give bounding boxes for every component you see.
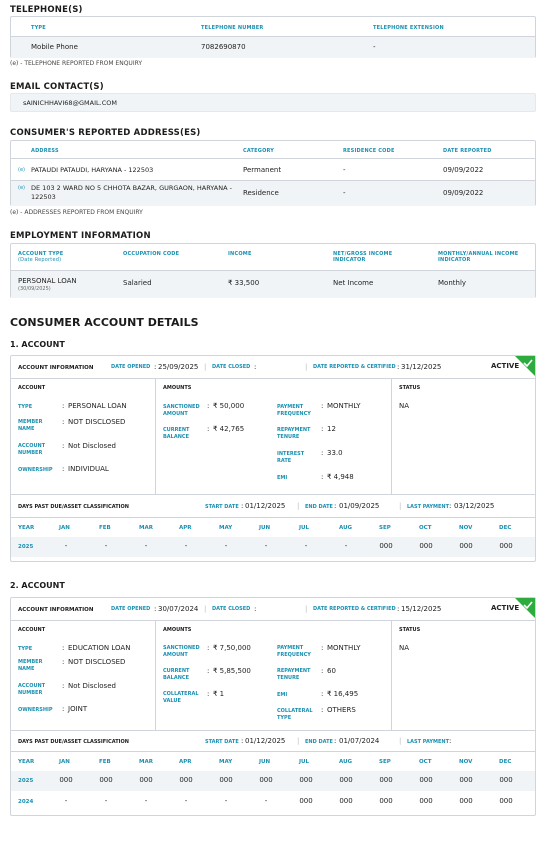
dpd-value: 000	[339, 797, 353, 805]
dpd-month-header: MAY	[219, 759, 233, 765]
type-value: PERSONAL LOAN	[68, 402, 127, 410]
dpd-grid	[11, 751, 535, 816]
repayment-tenure-label: REPAYMENT TENURE	[277, 668, 311, 681]
col-header: NET/GROSS INCOME	[333, 251, 393, 257]
date-reported-label: DATE REPORTED & CERTIFIED	[313, 606, 396, 612]
dpd-month-header: YEAR	[18, 525, 35, 531]
member-name-value: NOT DISCLOSED	[68, 658, 126, 666]
employment-net-gross: Net Income	[333, 279, 374, 287]
collateral-type-label: COLLATERAL TYPE	[277, 708, 313, 721]
dpd-value: -	[64, 542, 68, 550]
start-date-label: START DATE	[205, 504, 239, 510]
account-info-label: ACCOUNT INFORMATION	[18, 365, 94, 371]
employment-occupation: Salaried	[123, 279, 152, 287]
address-date: 09/09/2022	[443, 189, 484, 197]
dpd-value: -	[304, 542, 308, 550]
email-value: sAINICHHAVI68@GMAIL.COM	[23, 99, 117, 107]
dpd-value: 000	[179, 776, 193, 784]
dpd-value: -	[224, 797, 228, 805]
telephones-title: TELEPHONE(S)	[10, 5, 83, 15]
dpd-month-header: JAN	[59, 759, 70, 765]
dpd-row	[11, 792, 535, 812]
dpd-value: 000	[419, 797, 433, 805]
last-payment-value: 03/12/2025	[454, 502, 495, 510]
address-residence-code: -	[343, 189, 346, 197]
account-number-value: Not Disclosed	[68, 682, 116, 690]
dpd-month-header: JUL	[299, 525, 310, 531]
employment-date-reported: (30/09/2025)	[18, 286, 51, 292]
payment-frequency-value: MONTHLY	[327, 644, 361, 652]
col-header-sub: (Date Reported)	[18, 257, 62, 263]
dpd-month-header: MAR	[139, 759, 153, 765]
account-info-label: ACCOUNT INFORMATION	[18, 607, 94, 613]
account-number-value: Not Disclosed	[68, 442, 116, 450]
dpd-value: -	[104, 542, 108, 550]
email-box	[10, 93, 536, 112]
dpd-value: -	[64, 797, 68, 805]
phone-type: Mobile Phone	[31, 43, 78, 51]
last-payment-label: LAST PAYMENT	[407, 504, 450, 510]
amounts-label: AMOUNTS	[163, 627, 192, 633]
employment-income: ₹ 33,500	[228, 279, 260, 287]
dpd-value: 000	[379, 797, 393, 805]
account-card: ACCOUNT INFORMATION DATE OPENED : 30/07/2024 | DATE CLOSED : | DATE REPORTED & CERTIFIED : 15/12/2025 ACTIVE ACCOUNT AMOUNTS STATUS TYPE : EDUCATION LOAN MEMBER NAME : NOT DISCLOSED ACCOUNT NUMBER : Not Disclosed OWNERSHIP : JOINT SANCTIONED AMOUNT : ₹ 7,50,000 CURRENT BALANCE : ₹ 5,85,500 COLLATERAL VALUE : ₹ 1 PAYMENT FREQUENCY : MONTHLY REPAYMENT TENURE : 60 EMI : ₹ 16,495 COLLATERAL TYPE : OTHERS NA DAYS PAST DUE/ASSET CLASSIFICATION START DATE : 01/12/2025 | END DATE : 01/07/2024 | LAST PAYMENT : YEAR JAN FEB MAR APR MAY JUN JUL AUG SEP OCT NOV DEC 2025 000 000 000 000 000 000 000 000 000 000 000 000 2024 - - - - - - 000 000 000 000 000 000	[10, 597, 536, 816]
amounts-label: AMOUNTS	[163, 385, 192, 391]
dpd-value: 000	[299, 776, 313, 784]
date-reported-value: 15/12/2025	[401, 605, 442, 613]
member-name-value: NOT DISCLOSED	[68, 418, 126, 426]
status-value: NA	[399, 402, 410, 410]
emi-value: ₹ 16,495	[327, 690, 359, 698]
current-balance-label: CURRENT BALANCE	[163, 668, 190, 681]
dpd-value: 000	[259, 776, 273, 784]
dpd-month-header: AUG	[339, 759, 353, 765]
dpd-month-header: APR	[179, 525, 192, 531]
date-opened-label: DATE OPENED	[111, 364, 151, 370]
dpd-month-header: DEC	[499, 759, 512, 765]
dpd-value: -	[144, 797, 148, 805]
employment-title: EMPLOYMENT INFORMATION	[10, 231, 151, 241]
col-header-sub: INDICATOR	[333, 257, 366, 263]
addresses-header	[11, 141, 535, 159]
dpd-label: DAYS PAST DUE/ASSET CLASSIFICATION	[18, 504, 129, 510]
col-header: ADDRESS	[31, 148, 59, 154]
col-header: TYPE	[31, 25, 46, 31]
table-row	[11, 271, 535, 298]
dpd-value: 000	[59, 776, 73, 784]
date-opened-value: 30/07/2024	[158, 605, 199, 613]
dpd-year: 2025	[18, 544, 34, 550]
sanctioned-amount-value: ₹ 7,50,000	[213, 644, 251, 652]
collateral-value-value: ₹ 1	[213, 690, 225, 698]
dpd-value: 000	[299, 797, 313, 805]
interest-rate-label: INTEREST RATE	[277, 451, 305, 464]
type-label: TYPE	[18, 646, 33, 652]
end-date-value: 01/09/2025	[339, 502, 380, 510]
col-header: ACCOUNT TYPE	[18, 251, 64, 257]
telephones-note: (e) - TELEPHONE REPORTED FROM ENQUIRY	[10, 60, 143, 67]
repayment-tenure-label: REPAYMENT TENURE	[277, 427, 311, 440]
date-reported-label: DATE REPORTED & CERTIFIED	[313, 364, 396, 370]
dpd-month-header: FEB	[99, 525, 111, 531]
address-residence-code: -	[343, 166, 346, 174]
dpd-month-header: JUN	[259, 759, 271, 765]
dpd-value: -	[104, 797, 108, 805]
start-date-value: 01/12/2025	[245, 737, 286, 745]
address-text: DE 103 2 WARD NO 5 CHHOTA BAZAR, GURGAON, HARYANA -	[31, 184, 232, 192]
dpd-value: 000	[459, 542, 473, 550]
member-name-label: MEMBER NAME	[18, 659, 43, 672]
consumer-account-details-title: CONSUMER ACCOUNT DETAILS	[10, 316, 199, 329]
payment-frequency-label: PAYMENT FREQUENCY	[277, 404, 311, 417]
current-balance-value: ₹ 42,765	[213, 425, 245, 433]
end-date-label: END DATE	[305, 739, 333, 745]
status-label: STATUS	[399, 385, 421, 391]
dpd-month-header: JUN	[259, 525, 271, 531]
account-heading: 1. ACCOUNT	[10, 340, 65, 349]
account-number-label: ACCOUNT NUMBER	[18, 443, 46, 456]
dpd-value: 000	[219, 776, 233, 784]
repayment-tenure-value: 60	[327, 667, 336, 675]
end-date-value: 01/07/2024	[339, 737, 380, 745]
repayment-tenure-value: 12	[327, 425, 336, 433]
dpd-month-header: OCT	[419, 759, 432, 765]
account-number-label: ACCOUNT NUMBER	[18, 683, 46, 696]
collateral-type-value: OTHERS	[327, 706, 356, 714]
dpd-month-header: FEB	[99, 759, 111, 765]
account-label: ACCOUNT	[18, 627, 46, 633]
ownership-value: INDIVIDUAL	[68, 465, 109, 473]
date-closed-label: DATE CLOSED	[212, 364, 251, 370]
dpd-month-header: YEAR	[18, 759, 35, 765]
dpd-month-header: JAN	[59, 525, 70, 531]
dpd-year: 2025	[18, 778, 34, 784]
type-label: TYPE	[18, 404, 33, 410]
dpd-month-header: NOV	[459, 759, 473, 765]
address-date: 09/09/2022	[443, 166, 484, 174]
status-value: NA	[399, 644, 410, 652]
sanctioned-amount-label: SANCTIONED AMOUNT	[163, 645, 200, 658]
dpd-month-header: SEP	[379, 525, 391, 531]
col-header: MONTHLY/ANNUAL INCOME	[438, 251, 519, 257]
enquiry-mark: (e)	[18, 185, 25, 191]
dpd-label: DAYS PAST DUE/ASSET CLASSIFICATION	[18, 739, 129, 745]
dpd-month-header: MAY	[219, 525, 233, 531]
dpd-value: -	[184, 542, 188, 550]
end-date-label: END DATE	[305, 504, 333, 510]
dpd-month-header: JUL	[299, 759, 310, 765]
account-heading: 2. ACCOUNT	[10, 581, 65, 590]
address-text: PATAUDI PATAUDI, HARYANA - 122503	[31, 166, 154, 174]
date-closed-label: DATE CLOSED	[212, 606, 251, 612]
dpd-value: 000	[459, 776, 473, 784]
dpd-value: 000	[419, 542, 433, 550]
account-card: ACCOUNT INFORMATION DATE OPENED : 25/09/2025 | DATE CLOSED : | DATE REPORTED & CERTIFIED : 31/12/2025 ACTIVE ACCOUNT AMOUNTS STATUS TYPE : PERSONAL LOAN MEMBER NAME : NOT DISCLOSED ACCOUNT NUMBER : Not Disclosed OWNERSHIP : INDIVIDUAL SANCTIONED AMOUNT : ₹ 50,000 CURRENT BALANCE : ₹ 42,765 PAYMENT FREQUENCY : MONTHLY REPAYMENT TENURE : 12 INTEREST RATE : 33.0 EMI : ₹ 4,948 NA DAYS PAST DUE/ASSET CLASSIFICATION START DATE : 01/12/2025 | END DATE : 01/09/2025 | LAST PAYMENT : 03/12/2025 YEAR JAN FEB MAR APR MAY JUN JUL AUG SEP OCT NOV DEC 2025 - - - - - - - - 000 000 000 000	[10, 355, 536, 562]
phone-number: 7082690870	[201, 43, 246, 51]
dpd-value: 000	[379, 542, 393, 550]
dpd-value: 000	[459, 797, 473, 805]
table-row	[11, 37, 535, 58]
emi-label: EMI	[277, 692, 288, 698]
dpd-row	[11, 771, 535, 791]
table-row	[11, 159, 535, 181]
email-title: EMAIL CONTACT(S)	[10, 82, 104, 92]
ownership-label: OWNERSHIP	[18, 707, 53, 713]
addresses-table	[10, 140, 536, 206]
col-header-sub: INDICATOR	[438, 257, 471, 263]
telephones-header	[11, 17, 535, 37]
dpd-value: -	[264, 542, 268, 550]
last-payment-label: LAST PAYMENT	[407, 739, 450, 745]
telephones-table	[10, 16, 536, 58]
dpd-month-header: OCT	[419, 525, 432, 531]
start-date-value: 01/12/2025	[245, 502, 286, 510]
interest-rate-value: 33.0	[327, 449, 343, 457]
dpd-value: 000	[139, 776, 153, 784]
col-header: RESIDENCE CODE	[343, 148, 395, 154]
collateral-value-label: COLLATERAL VALUE	[163, 691, 199, 704]
address-category: Permanent	[243, 166, 282, 174]
sanctioned-amount-label: SANCTIONED AMOUNT	[163, 404, 200, 417]
col-header: OCCUPATION CODE	[123, 251, 180, 257]
current-balance-value: ₹ 5,85,500	[213, 667, 251, 675]
dpd-value: 000	[499, 542, 513, 550]
dpd-month-header: MAR	[139, 525, 153, 531]
addresses-note: (e) - ADDRESSES REPORTED FROM ENQUIRY	[10, 209, 143, 216]
employment-table	[10, 243, 536, 298]
dpd-month-header: SEP	[379, 759, 391, 765]
account-label: ACCOUNT	[18, 385, 46, 391]
payment-frequency-label: PAYMENT FREQUENCY	[277, 645, 311, 658]
address-category: Residence	[243, 189, 279, 197]
col-header: CATEGORY	[243, 148, 275, 154]
emi-value: ₹ 4,948	[327, 473, 354, 481]
dpd-year: 2024	[18, 799, 34, 805]
dpd-month-header: AUG	[339, 525, 353, 531]
col-header: TELEPHONE EXTENSION	[373, 25, 444, 31]
member-name-label: MEMBER NAME	[18, 419, 43, 432]
dpd-month-header: APR	[179, 759, 192, 765]
status-label: STATUS	[399, 627, 421, 633]
employment-monthly-annual: Monthly	[438, 279, 467, 287]
date-opened-value: 25/09/2025	[158, 363, 199, 371]
status-badge: ACTIVE	[491, 604, 520, 612]
dpd-value: 000	[499, 797, 513, 805]
col-header: INCOME	[228, 251, 252, 257]
type-value: EDUCATION LOAN	[68, 644, 131, 652]
dpd-grid	[11, 517, 535, 562]
addresses-title: CONSUMER'S REPORTED ADDRESS(ES)	[10, 128, 201, 138]
ownership-label: OWNERSHIP	[18, 467, 53, 473]
sanctioned-amount-value: ₹ 50,000	[213, 402, 245, 410]
dpd-value: 000	[499, 776, 513, 784]
table-row	[11, 181, 535, 206]
address-text-line2: 122503	[31, 193, 56, 201]
dpd-value: 000	[379, 776, 393, 784]
active-check-icon	[515, 356, 535, 376]
status-badge: ACTIVE	[491, 362, 520, 370]
dpd-month-header: DEC	[499, 525, 512, 531]
emi-label: EMI	[277, 475, 288, 481]
dpd-value: -	[184, 797, 188, 805]
start-date-label: START DATE	[205, 739, 239, 745]
dpd-value: 000	[419, 776, 433, 784]
dpd-value: -	[344, 542, 348, 550]
enquiry-mark: (e)	[18, 167, 25, 173]
payment-frequency-value: MONTHLY	[327, 402, 361, 410]
current-balance-label: CURRENT BALANCE	[163, 427, 190, 440]
dpd-value: -	[224, 542, 228, 550]
date-reported-value: 31/12/2025	[401, 363, 442, 371]
dpd-month-header: NOV	[459, 525, 473, 531]
employment-account-type: PERSONAL LOAN	[18, 277, 77, 285]
ownership-value: JOINT	[68, 705, 88, 713]
date-opened-label: DATE OPENED	[111, 606, 151, 612]
dpd-value: -	[144, 542, 148, 550]
dpd-value: 000	[99, 776, 113, 784]
col-header: TELEPHONE NUMBER	[201, 25, 264, 31]
col-header: DATE REPORTED	[443, 148, 492, 154]
phone-extension: -	[373, 43, 376, 51]
dpd-value: 000	[339, 776, 353, 784]
dpd-row	[11, 537, 535, 557]
employment-header	[11, 244, 535, 271]
active-check-icon	[515, 598, 535, 618]
dpd-value: -	[264, 797, 268, 805]
